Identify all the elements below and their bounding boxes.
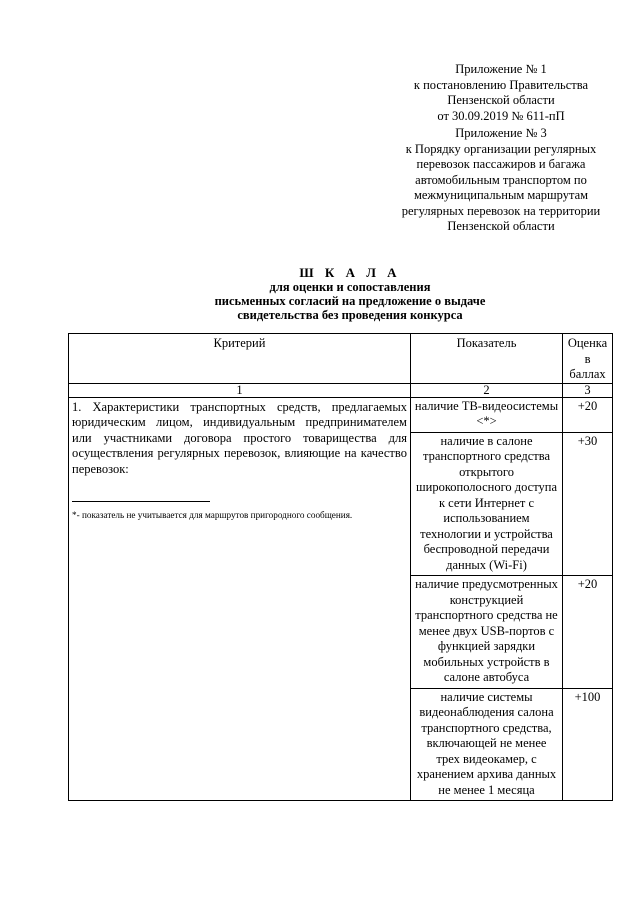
column-number: 2 <box>410 383 562 397</box>
criterion-cell <box>69 397 411 801</box>
document-title <box>60 266 640 322</box>
indicator-cell: наличие системы видеонаблюдения салона транспортного средства, включающей не менее трех видеокамер, с хранением архива данных не менее 1 месяца <box>410 688 562 801</box>
appendix-1-block <box>396 62 606 124</box>
indicator-cell: наличие в салоне транспортного средства открытого широкополосного доступа к сети Интернет с использованием технологии и устройства беспроводной передачи данных (Wi-Fi) <box>410 432 562 576</box>
column-number: 3 <box>563 383 613 397</box>
column-number: 1 <box>69 383 411 397</box>
table-header-row <box>69 334 613 384</box>
appendix-1-line: Приложение № 1 <box>455 62 547 76</box>
indicator-cell: наличие предусмотренных конструкцией транспортного средства не менее двух USB-портов с функцией зарядки мобильных устройств в салоне автобуса <box>410 576 562 689</box>
appendix-1-line: от 30.09.2019 № 611-пП <box>437 108 565 123</box>
footnote-divider <box>72 501 210 502</box>
score-table <box>68 333 613 801</box>
criterion-text: 1. Характеристики транспортных средств, предлагаемых юридическим лицом, индивидуальным предпринимателем или участниками договора простого товарищества для осуществления регулярных перевозок, влияющие на качество перевозок: <box>72 399 407 476</box>
table-row <box>69 397 613 432</box>
appendix-3-line: Пензенской области <box>447 219 555 233</box>
appendix-3-line: автомобильным транспортом по <box>415 172 587 187</box>
score-cell: +20 <box>563 576 613 689</box>
appendix-3-line: перевозок пассажиров и багажа <box>416 157 586 171</box>
appendix-1-line: Пензенской области <box>447 93 555 107</box>
title-line: для оценки и сопоставления <box>269 280 431 294</box>
score-cell: +30 <box>563 432 613 576</box>
title-line: свидетельства без проведения конкурса <box>237 308 463 322</box>
column-number-row <box>69 383 613 397</box>
score-cell: +20 <box>563 397 613 432</box>
header-score: Оценка в баллах <box>563 334 613 384</box>
header-criterion: Критерий <box>69 334 411 384</box>
title-main: Ш К А Л А <box>299 265 401 280</box>
appendix-3-line: к Порядку организации регулярных <box>405 141 597 156</box>
indicator-cell: наличие ТВ-видеосистемы <*> <box>410 397 562 432</box>
footnote-text: *- показатель не учитывается для маршрутов пригородного сообщения. <box>72 510 353 520</box>
appendix-3-line: Приложение № 3 <box>455 126 547 140</box>
title-line: письменных согласий на предложение о выдаче <box>214 294 486 308</box>
appendix-1-line: к постановлению Правительства <box>413 77 589 92</box>
appendix-3-block <box>396 126 606 235</box>
header-indicator: Показатель <box>410 334 562 384</box>
appendix-3-line: регулярных перевозок на территории <box>401 203 601 218</box>
score-cell: +100 <box>563 688 613 801</box>
appendix-3-line: межмуниципальным маршрутам <box>413 188 589 202</box>
